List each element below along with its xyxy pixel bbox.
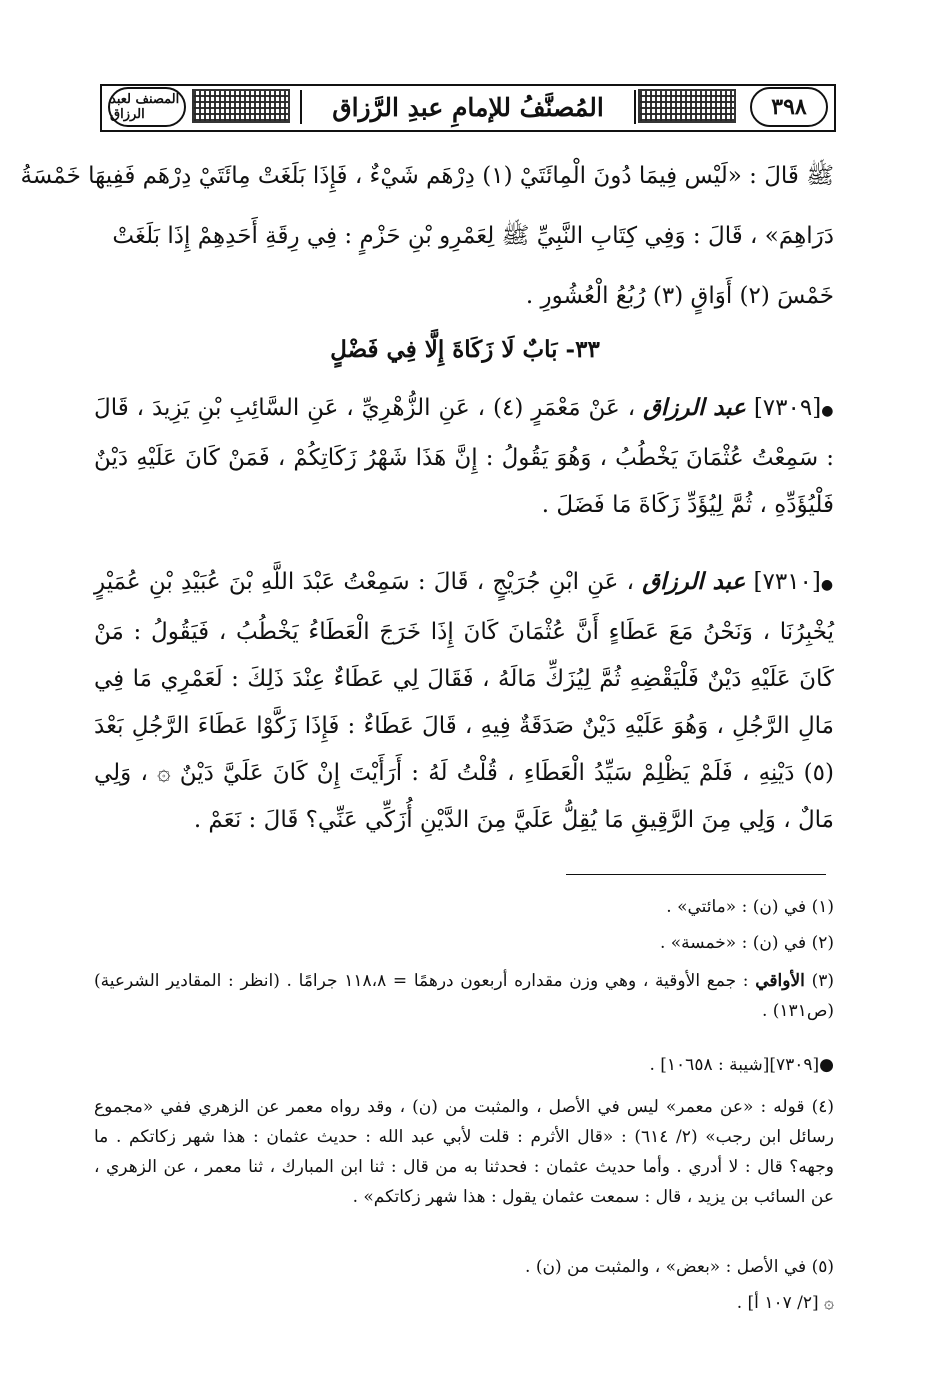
bullet-icon: ● (820, 577, 834, 593)
footnote-4: (٤) قوله : «عن معمر» ليس في الأصل ، والمثبت من (ن) ، وقد رواه معمر عن الزهري ففي «مجموع رسائل ابن رجب» (٢/ ٦١٤) : «قال الأثرم : قلت لأبي عبد الله : حديث عثمان : هذا شهر زكاتكم . ما وجهه؟ قال : لا أدري . وأما حديث عثمان : فحدثنا به من قال : ثنا ابن المبارك ، ثنا معمر ، عن الزهري ، عن السائب بن يزيد ، قال : سمعت عثمان يقول : هذا شهر زكاتكم» . (94, 1097, 834, 1207)
footnote-lead: (٣) (804, 971, 834, 991)
hadith-number: [٧٣٠٩] (753, 395, 822, 421)
running-title: المُصنَّفُ للإمامِ عبدِ الرَّزاق (300, 90, 636, 124)
hadith-number: [٧٣١٠] (753, 569, 821, 595)
footnote-5: (٥) في الأصل : «بعض» ، والمثبت من (ن) . (525, 1257, 834, 1277)
hadith-author: عبد الرزاق (643, 394, 746, 421)
footnote-term: الأواقي (755, 971, 805, 991)
page-header (100, 84, 836, 132)
footnote-separator (566, 874, 826, 875)
hadith-7309 (94, 384, 834, 529)
footnote-folio: ۞ [٢/ ١٠٧ أ] . (736, 1293, 834, 1313)
footnote-ref-7309: ●[٧٣٠٩][شيبة : ١٠٦٥٨] . (649, 1055, 834, 1075)
hadith-author: عبد الرزاق (642, 568, 746, 595)
intro-line-3: خَمْسَ (٢) أَوَاقٍ (٣) رُبُعُ الْعُشُورِ . (525, 283, 834, 309)
bullet-icon: ● (821, 403, 835, 419)
hadith-7310 (94, 558, 834, 844)
hadith-text: ، عَنِ ابْنِ جُرَيْجٍ ، قَالَ : سَمِعْتُ عَبْدَ اللَّهِ بْنَ عُبَيْدِ بْنِ عُمَيْرٍ يُخْبِرُنَا ، وَنَحْنُ مَعَ عَطَاءٍ أَنَّ عُثْمَانَ كَانَ إِذَا خَرَجَ الْعَطَاءُ يَخْطُبُ ، فَيَقُولُ : مَنْ كَانَ عَلَيْهِ دَيْنٌ فَلْيَقْضِهِ ثُمَّ لِيُزَكِّ مَالَهُ ، فَقَالَ لِي عَطَاءٌ عِنْدَ ذَلِكَ : لَعَمْرِي مَا فِي مَالِ الرَّجُلِ ، وَهُوَ عَلَيْهِ دَيْنٌ صَدَقَةٌ فِيهِ ، قَالَ عَطَاءٌ : فَإِذَا زَكَّوْا عَطَاءَ الرَّجُلِ بَعْدَ (٥) دَيْنِهِ ، فَلَمْ يَظْلِمْ سَيِّدُ الْعَطَاءِ ، قُلْتُ لَهُ : أَرَأَيْتَ إِنْ كَانَ عَلَيَّ دَيْنٌ ۞ ، وَلِي مَالٌ ، وَلِي مِنَ الرَّقِيقِ مَا يُقِلُّ عَلَيَّ مِنَ الدَّيْنِ أُزَكِّي عَنِّي؟ قَالَ : نَعَمْ . (94, 569, 834, 833)
hadith-text: ، عَنْ مَعْمَرٍ (٤) ، عَنِ الزُّهْرِيِّ ، عَنِ السَّائِبِ بْنِ يَزِيدَ ، قَالَ : سَمِعْتُ عُثْمَانَ يَخْطُبُ ، وَهُوَ يَقُولُ : إِنَّ هَذَا شَهْرُ زَكَاتِكُمْ ، فَمَنْ كَانَ عَلَيْهِ دَيْنٌ فَلْيُؤَدِّهِ ، ثُمَّ لِيُؤَدِّ زَكَاةَ مَا فَضَلَ . (94, 395, 834, 518)
page-number: ٣٩٨ (750, 87, 828, 127)
intro-line-2: دَرَاهِمَ» ، قَالَ : وَفِي كِتَابِ النَّبِيِّ ﷺ لِعَمْرِو بْنِ حَزْمٍ : فِي رِقَةِ أَحَدِهِمْ إِذَا بَلَغَتْ (112, 223, 834, 249)
footnote-2: (٢) في (ن) : «خمسة» . (659, 933, 834, 953)
footnote-3 (94, 966, 834, 1026)
ornament-right (638, 89, 736, 123)
ornament-left (192, 89, 290, 123)
intro-line-1: ﷺ قَالَ : «لَيْس فِيمَا دُونَ الْمِائَتَيْ (١) دِرْهَم شَيْءٌ ، فَإِذَا بَلَغَتْ مِائَتَيْ دِرْهَم فَفِيهَا خَمْسَةُ (20, 163, 834, 189)
book-emblem: المصنف لعبد الرزاق (108, 87, 186, 127)
chapter-heading: ٣٣- بَابٌ لَا زَكَاةَ إِلَّا فِي فَضْلٍ (330, 336, 600, 363)
footnote-1: (١) في (ن) : «مائتي» . (666, 897, 834, 917)
footnote-body: : جمع الأوقية ، وهي وزن مقداره أربعون درهمًا = ١١٨،٨ جرامًا . (انظر : المقادير الشرعية) (ص١٣١) . (94, 971, 834, 1021)
